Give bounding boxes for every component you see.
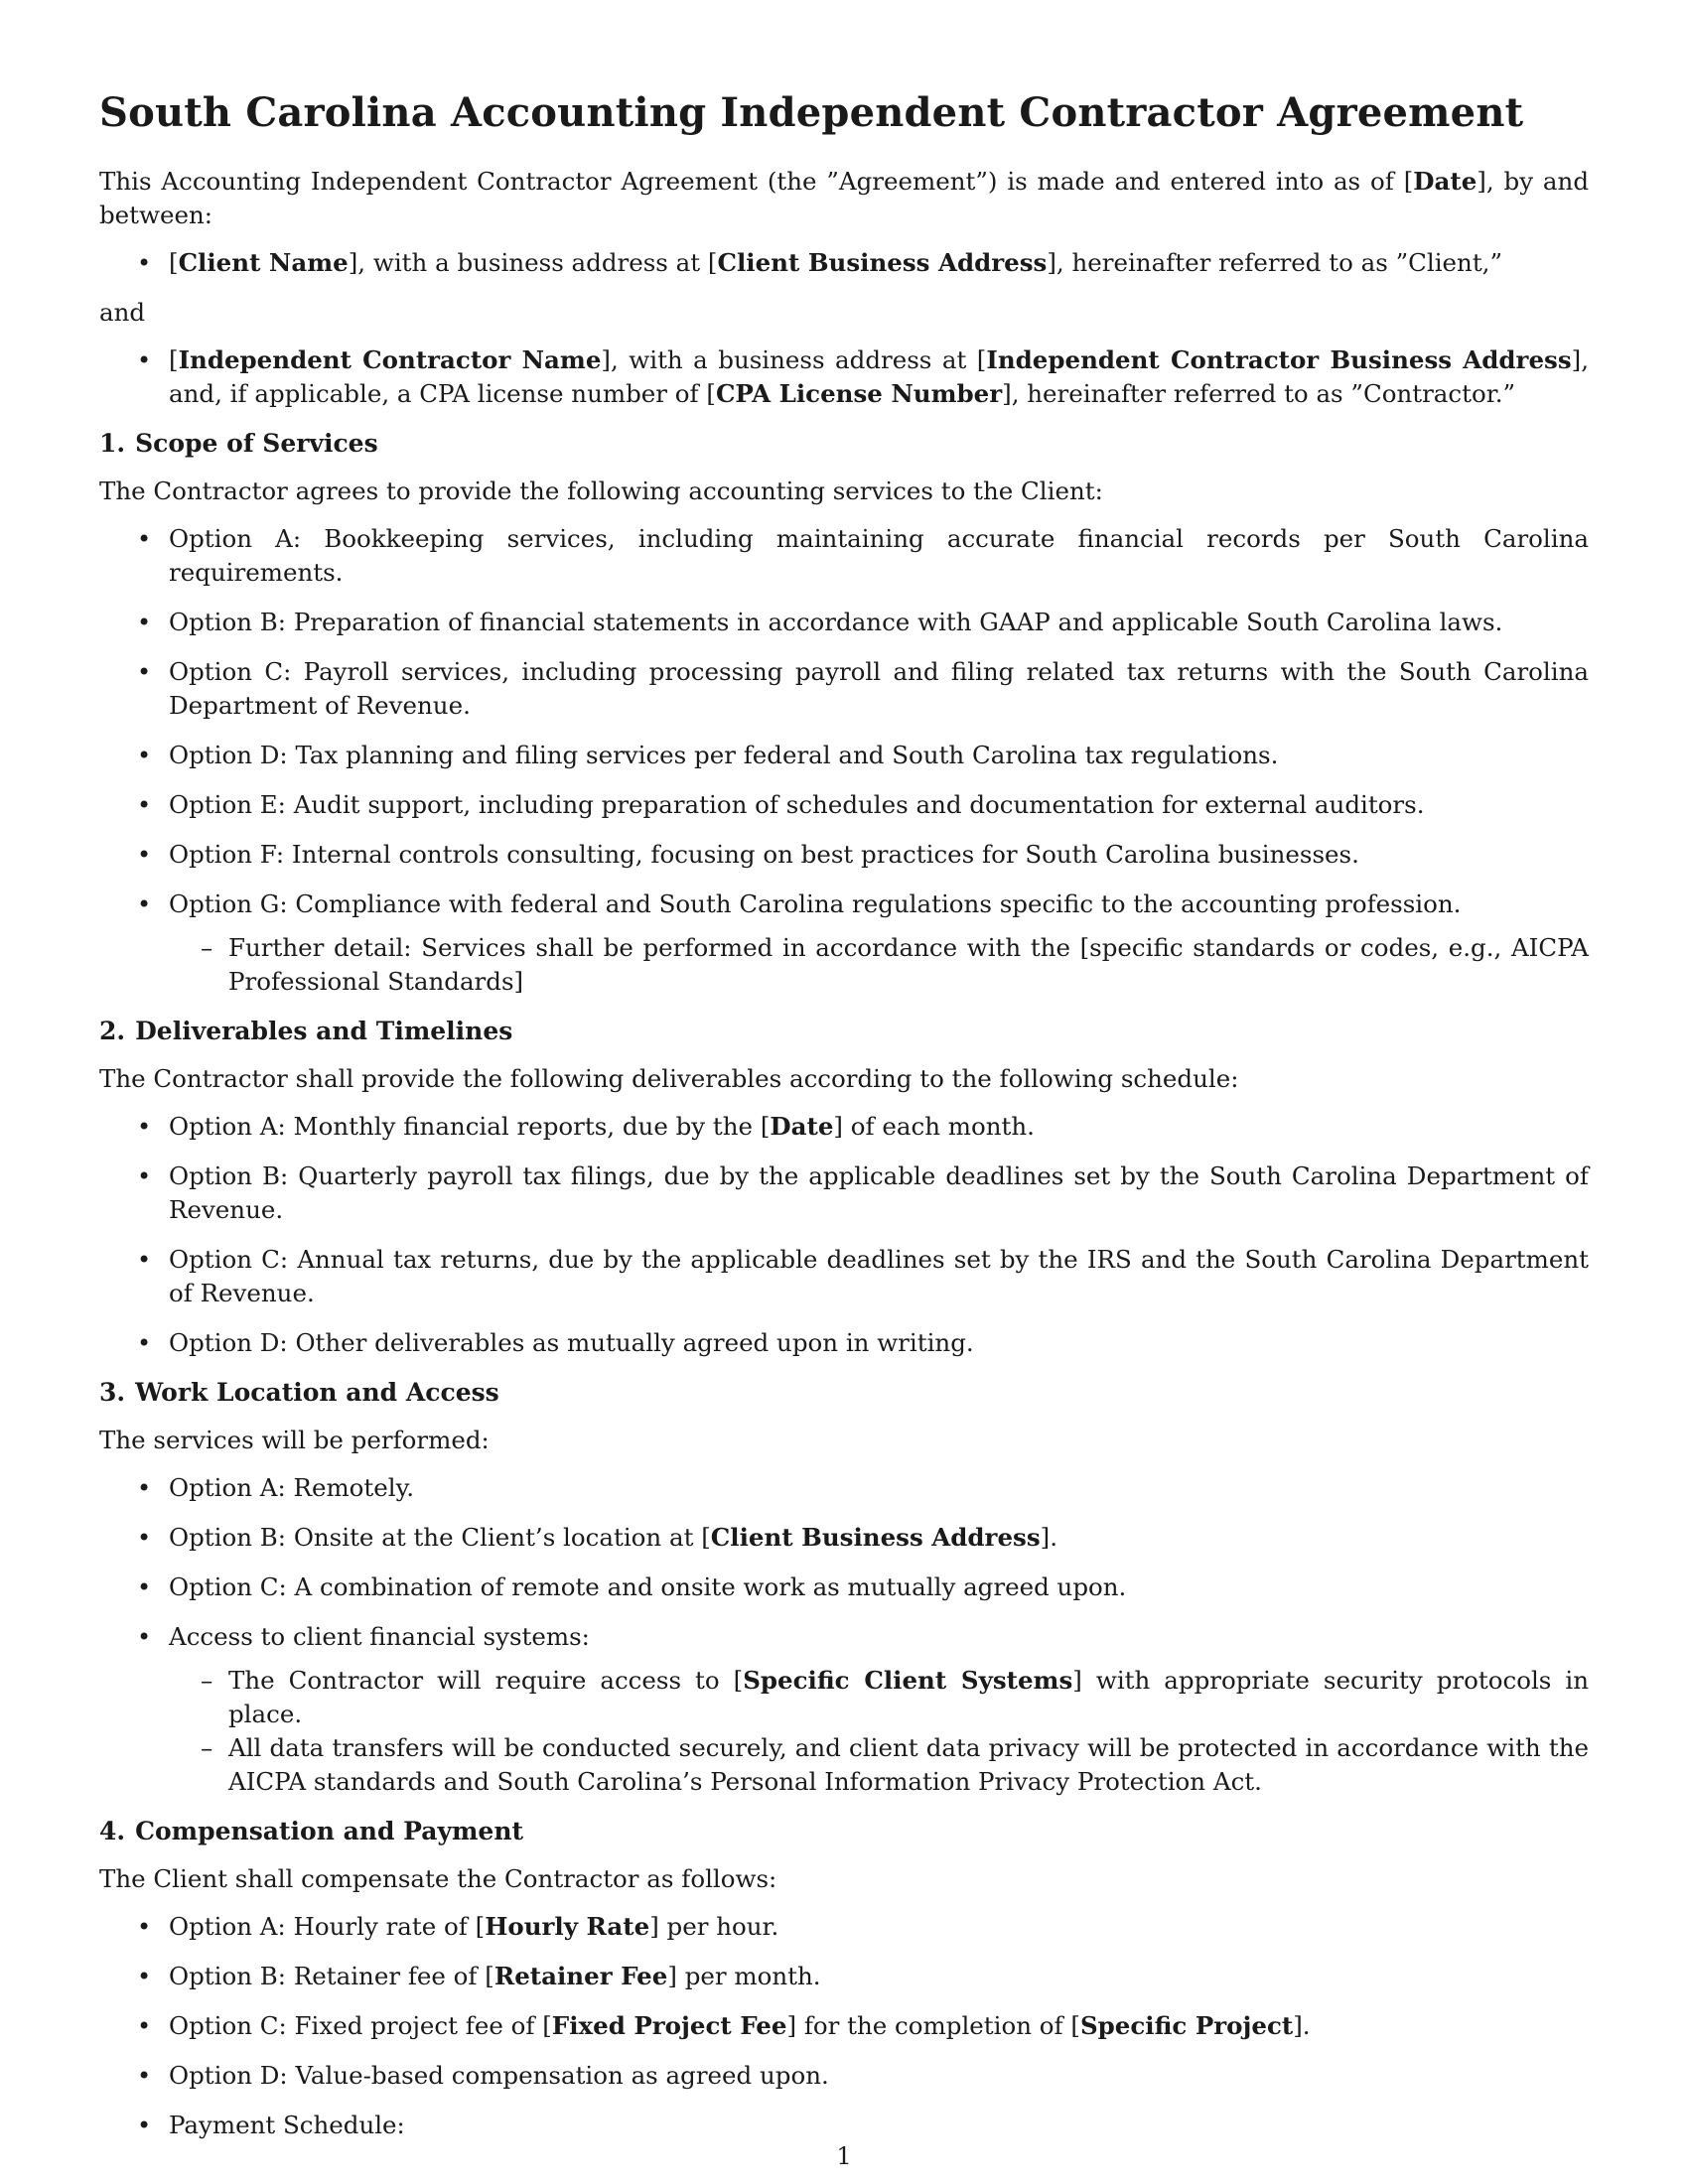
section-4-heading: 4. Compensation and Payment <box>99 1817 524 1845</box>
sub-list-item: – All data transfers will be conducted securely, and client data privacy will be protected in accordance with the AICPA standards and South Carolina’s Personal Information Privacy Protection Act. <box>169 1731 1589 1799</box>
document-page <box>99 87 1589 2158</box>
list-item: • Option C: Fixed project fee of [Fixed Project Fee] for the completion of [Specific Project]. <box>99 2009 1589 2043</box>
section-3-heading: 3. Work Location and Access <box>99 1378 499 1407</box>
list-item: • Option A: Hourly rate of [Hourly Rate] per hour. <box>99 1910 1589 1944</box>
list-item: • Option A: Remotely. <box>99 1471 1589 1505</box>
contractor-name-placeholder: Independent Contractor Name <box>178 345 602 374</box>
list-item: • Option B: Quarterly payroll tax filings, due by the applicable deadlines set by the South Carolina Department of Revenue. <box>99 1160 1589 1227</box>
contractor-party-list <box>99 343 1589 411</box>
list-item: • Option C: Payroll services, including processing payroll and filing related tax returns with the South Carolina Department of Revenue. <box>99 655 1589 723</box>
section-1-sublist <box>169 931 1589 999</box>
sub-list-item: – The Contractor will require access to [Specific Client Systems] with appropriate security protocols in place. <box>169 1664 1589 1731</box>
intro-paragraph: This Accounting Independent Contractor Agreement (the ”Agreement”) is made and entered into as of [Date], by and between: <box>99 167 1589 229</box>
section-2-intro: The Contractor shall provide the following deliverables according to the following schedule: <box>99 1064 1239 1093</box>
date-placeholder: Date <box>770 1112 834 1141</box>
section-1-intro: The Contractor agrees to provide the following accounting services to the Client: <box>99 477 1103 505</box>
section-4-intro: The Client shall compensate the Contractor as follows: <box>99 1864 777 1893</box>
date-placeholder: Date <box>1413 167 1477 196</box>
section-2-list <box>99 1110 1589 1360</box>
list-item: • Payment Schedule: <box>99 2109 1589 2142</box>
section-1-list <box>99 522 1589 999</box>
list-item: • Option B: Retainer fee of [Retainer Fee] per month. <box>99 1960 1589 1993</box>
section-3-list <box>99 1471 1589 1799</box>
client-address-placeholder: Client Business Address <box>710 1523 1041 1552</box>
list-item: • Option C: Annual tax returns, due by the applicable deadlines set by the IRS and the South Carolina Department of Revenue. <box>99 1243 1589 1310</box>
list-item: • Option A: Monthly financial reports, due by the [Date] of each month. <box>99 1110 1589 1144</box>
section-3-intro: The services will be performed: <box>99 1426 490 1454</box>
specific-project-placeholder: Specific Project <box>1079 2011 1294 2040</box>
list-item: • Option D: Other deliverables as mutually agreed upon in writing. <box>99 1326 1589 1360</box>
cpa-license-placeholder: CPA License Number <box>715 379 1003 408</box>
list-item: • Option F: Internal controls consulting, focusing on best practices for South Carolina businesses. <box>99 838 1589 872</box>
list-item: • Option C: A combination of remote and onsite work as mutually agreed upon. <box>99 1570 1589 1604</box>
client-party-item: • [Client Name], with a business address at [Client Business Address], hereinafter referred to as ”Client,” <box>99 246 1589 280</box>
client-address-placeholder: Client Business Address <box>717 248 1048 277</box>
list-item: • Option G: Compliance with federal and South Carolina regulations specific to the accounting profession. – Further detail: Services shall be performed in accordance with the [specific standards or codes, e.g., AICPA Professional Standards] <box>99 887 1589 999</box>
hourly-rate-placeholder: Hourly Rate <box>485 1912 650 1941</box>
client-systems-placeholder: Specific Client Systems <box>743 1666 1073 1695</box>
list-item: • Option D: Value-based compensation as agreed upon. <box>99 2059 1589 2093</box>
sub-list-item: – Further detail: Services shall be performed in accordance with the [specific standards or codes, e.g., AICPA Professional Standards] <box>169 931 1589 999</box>
section-1-heading: 1. Scope of Services <box>99 429 378 458</box>
document-title: South Carolina Accounting Independent Contractor Agreement <box>99 89 1524 136</box>
section-4-list <box>99 1910 1589 2142</box>
and-text: and <box>99 298 146 327</box>
section-3-sublist <box>169 1664 1589 1799</box>
list-item: • Option B: Preparation of financial statements in accordance with GAAP and applicable South Carolina laws. <box>99 606 1589 639</box>
list-item: • Option B: Onsite at the Client’s location at [Client Business Address]. <box>99 1521 1589 1555</box>
contractor-address-placeholder: Independent Contractor Business Address <box>986 345 1572 374</box>
section-2-heading: 2. Deliverables and Timelines <box>99 1017 513 1045</box>
fixed-project-fee-placeholder: Fixed Project Fee <box>551 2011 787 2040</box>
list-item: • Option D: Tax planning and filing services per federal and South Carolina tax regulations. <box>99 739 1589 772</box>
client-party-list <box>99 246 1589 280</box>
retainer-fee-placeholder: Retainer Fee <box>493 1962 668 1990</box>
client-name-placeholder: Client Name <box>178 248 349 277</box>
page-number: 1 <box>836 2142 852 2170</box>
list-item: • Option E: Audit support, including preparation of schedules and documentation for external auditors. <box>99 788 1589 822</box>
list-item: • Access to client financial systems: – The Contractor will require access to [Specific Client Systems] with appropriate security protocols in place. – All data transfers will be conducted securely, and client data privacy will be protected in accordance with the AICPA standards and South Carolina’s Personal Information Privacy Protection Act. <box>99 1620 1589 1799</box>
contractor-party-item: • [Independent Contractor Name], with a business address at [Independent Contractor Business Address], and, if applicable, a CPA license number of [CPA License Number], hereinafter referred to as ”Contractor.” <box>99 343 1589 411</box>
list-item: • Option A: Bookkeeping services, including maintaining accurate financial records per South Carolina requirements. <box>99 522 1589 590</box>
